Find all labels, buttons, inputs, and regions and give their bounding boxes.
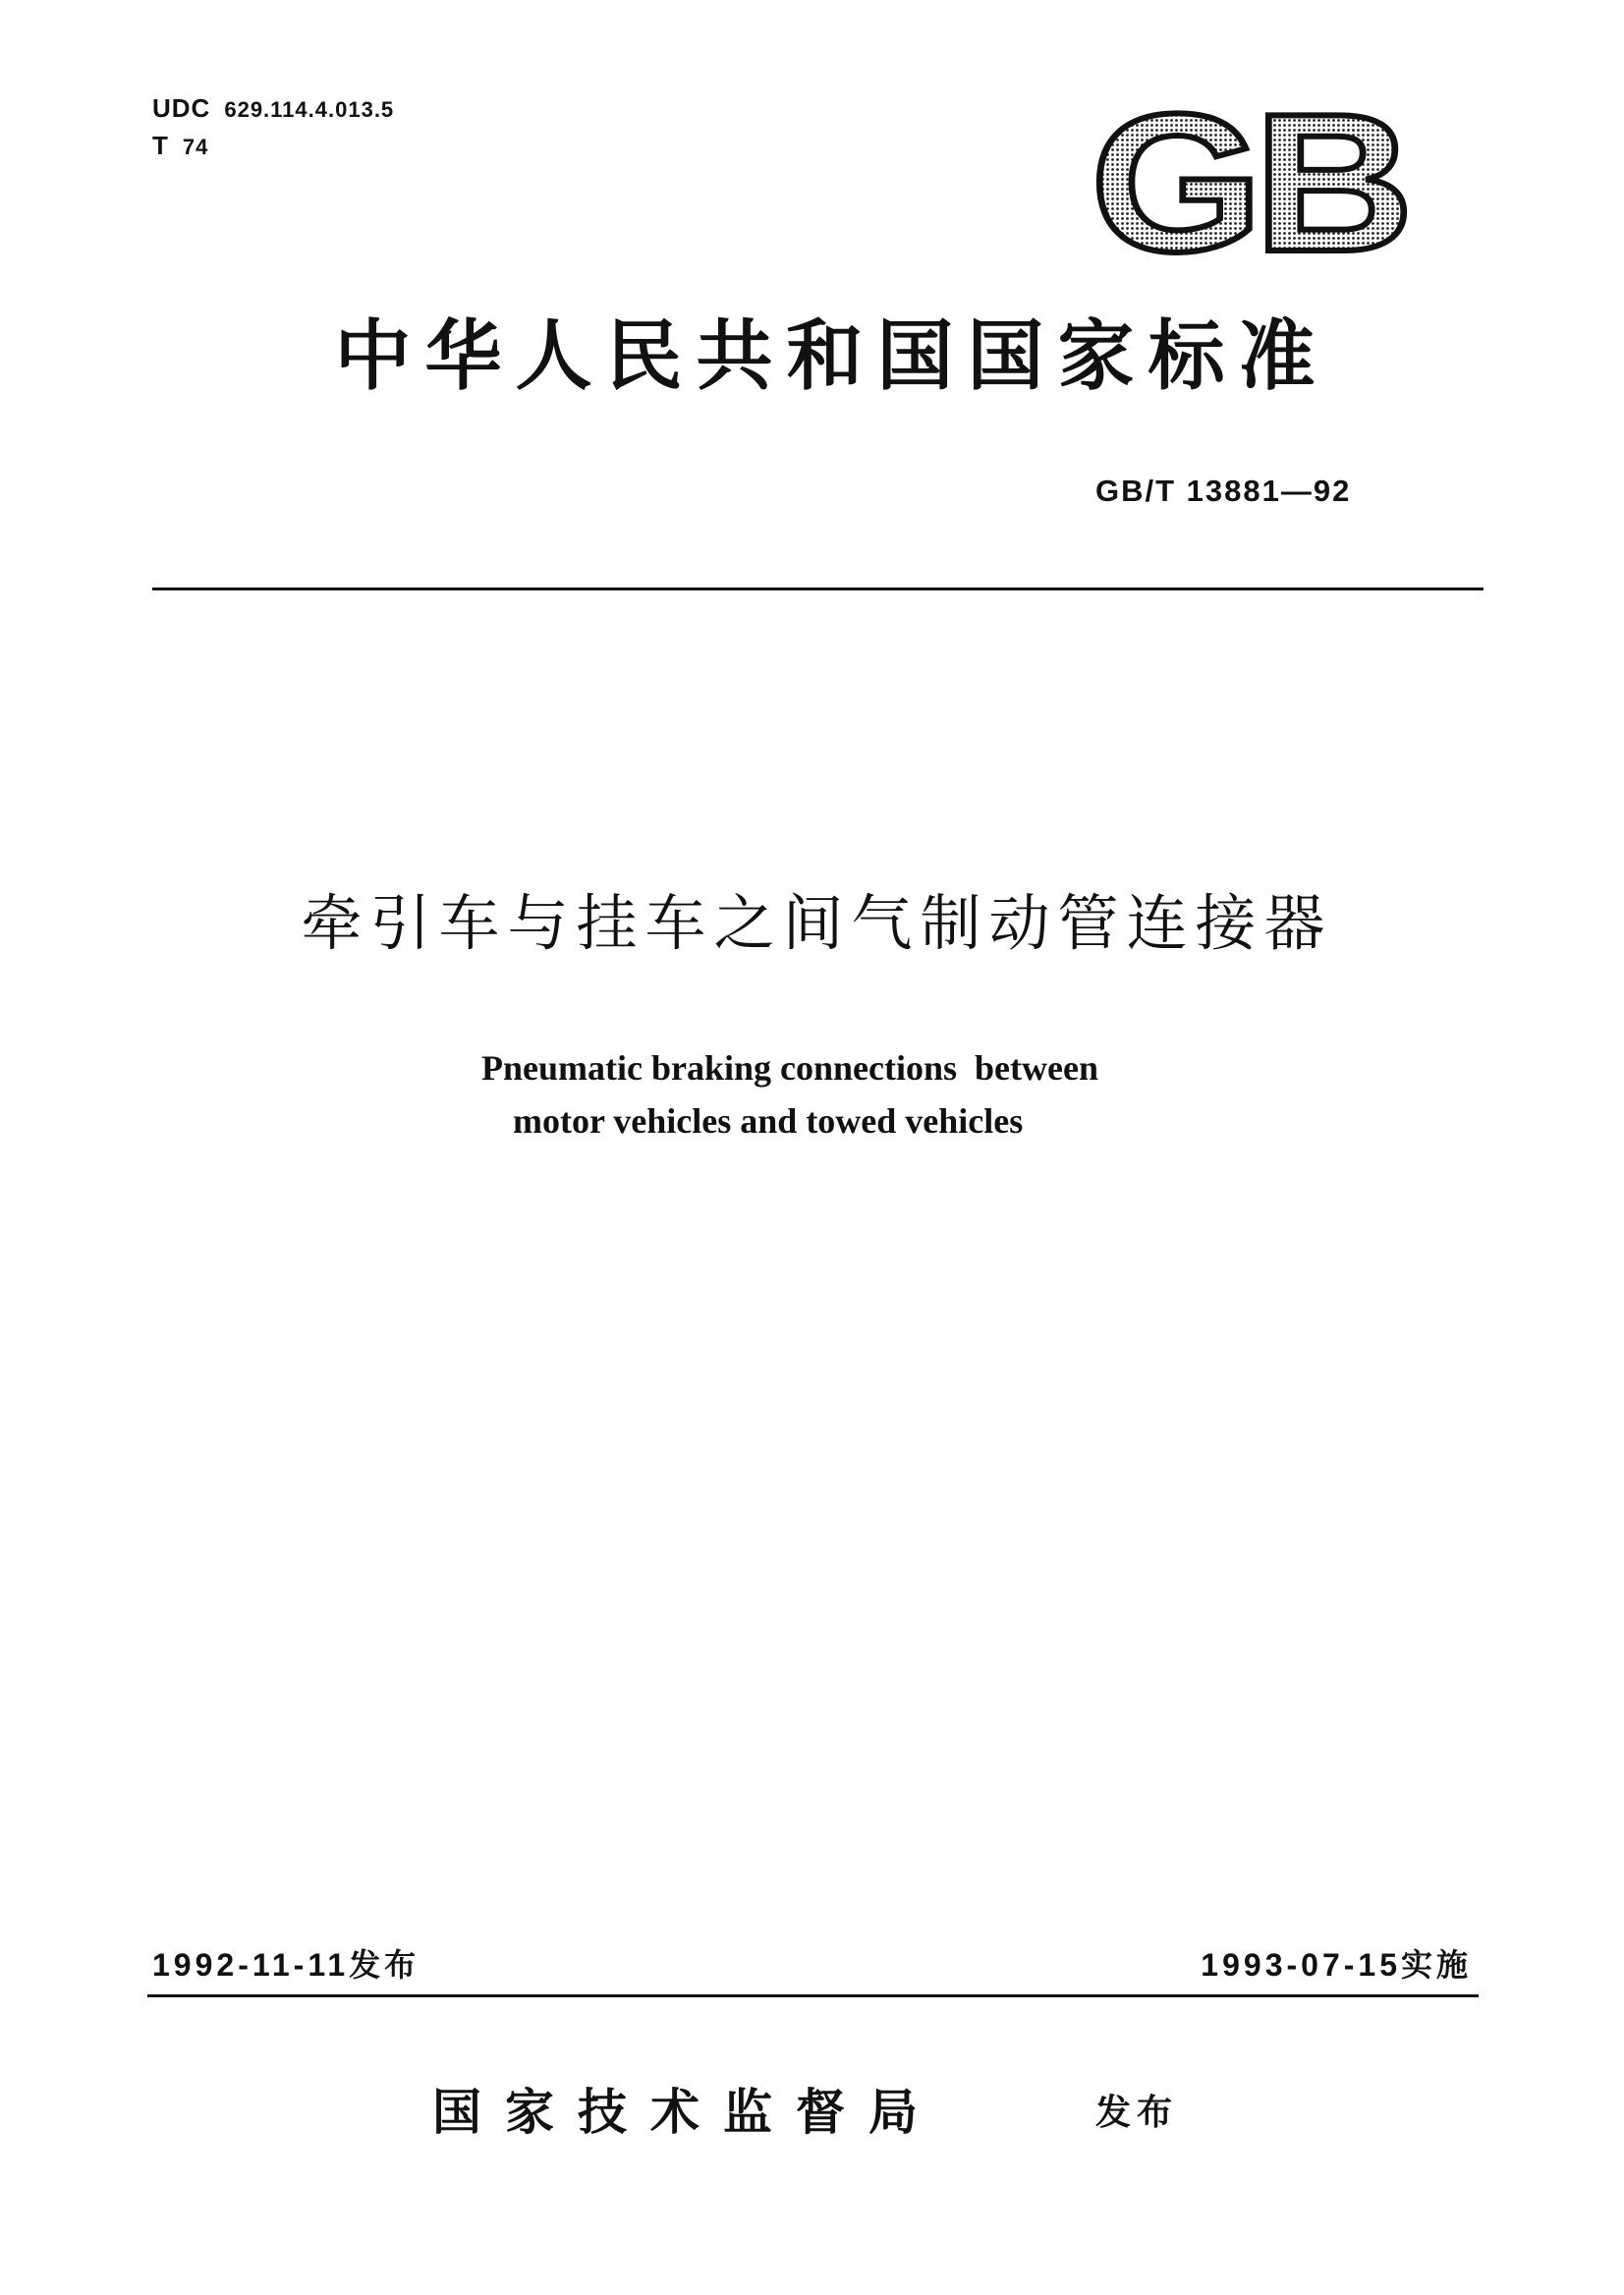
class-label: T (152, 131, 169, 160)
english-title-line-2: motor vehicles and towed vehicles (513, 1101, 1024, 1141)
release-date: 1992-11-11发布 (152, 1947, 420, 1983)
issue-label: 发布 (1095, 2093, 1179, 2133)
top-divider (152, 588, 1484, 590)
class-number: 74 (182, 135, 209, 159)
standard-code: GB/T 13881—92 (1095, 474, 1352, 508)
gb-logo-icon (1086, 103, 1410, 270)
standard-title: 中华人民共和国国家标准 (334, 312, 1329, 401)
effective-date: 1993-07-15实施 (1201, 1947, 1472, 1983)
bottom-divider (147, 1994, 1479, 1997)
class-line (152, 128, 394, 165)
udc-line (152, 90, 394, 128)
english-title-line-1: Pneumatic braking connections between (481, 1048, 1098, 1088)
issuing-authority: 国家技术监督局 (432, 2084, 941, 2141)
chinese-title: 牵引车与挂车之间气制动管连接器 (301, 887, 1333, 959)
udc-number: 629.114.4.013.5 (224, 97, 395, 122)
udc-label: UDC (152, 93, 211, 123)
english-title (481, 1041, 1098, 1148)
udc-classification (152, 90, 394, 165)
gb-logo-text: GB (1091, 103, 1405, 270)
